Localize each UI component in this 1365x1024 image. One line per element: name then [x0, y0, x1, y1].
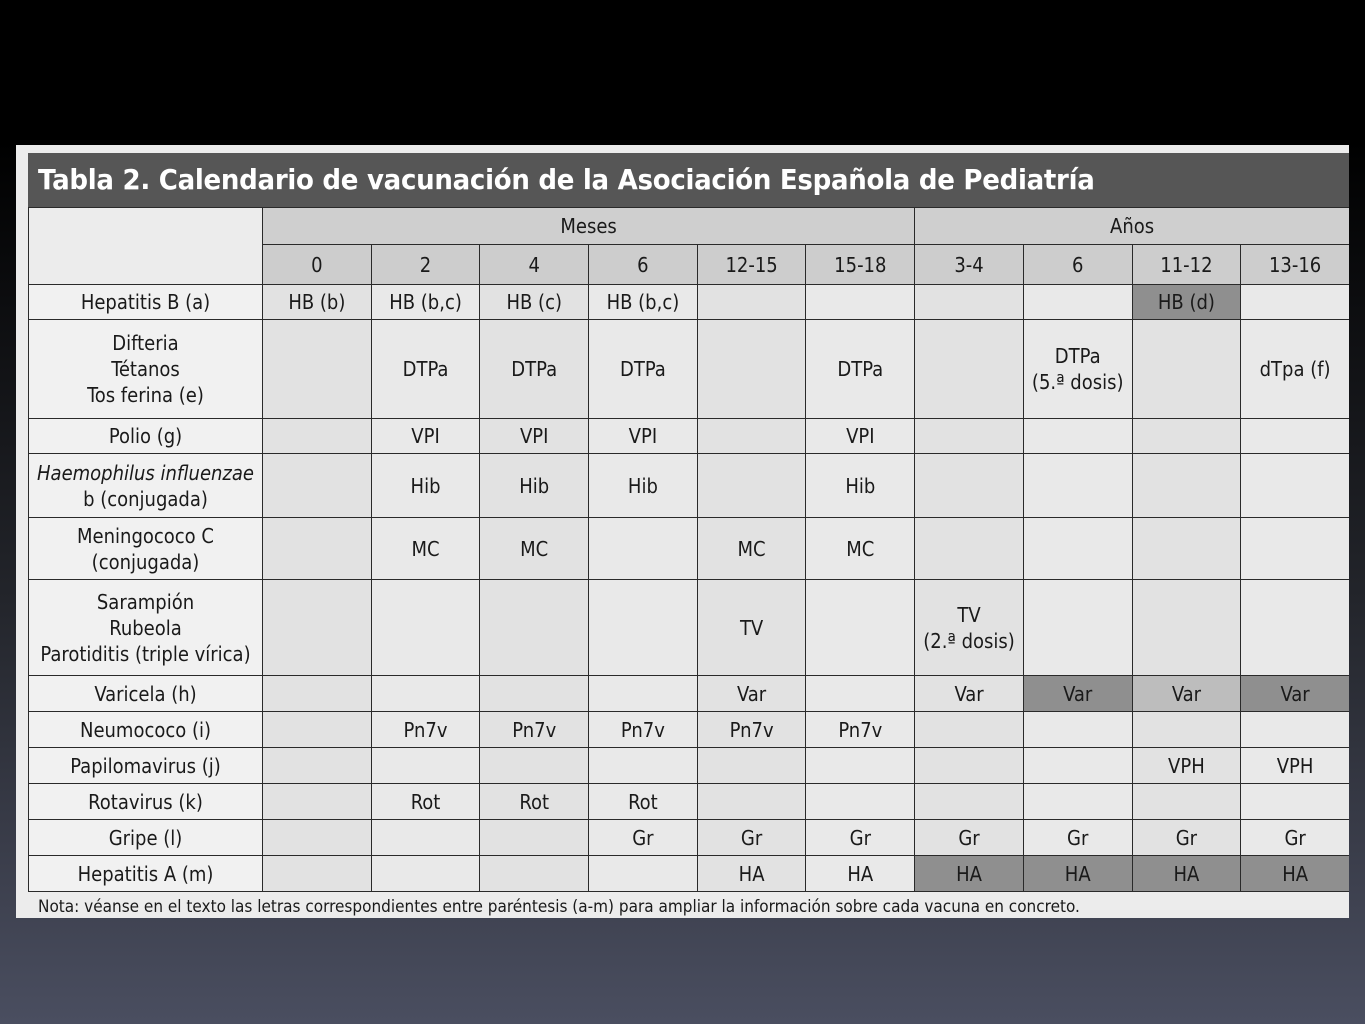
- schedule-cell: [1023, 748, 1132, 784]
- schedule-cell: [806, 748, 915, 784]
- schedule-cell: Pn7v: [806, 712, 915, 748]
- schedule-cell: Rot: [589, 784, 698, 820]
- schedule-cell: [480, 856, 589, 892]
- schedule-cell: TV (2.ª dosis): [915, 580, 1024, 676]
- schedule-cell: DTPa (5.ª dosis): [1023, 320, 1132, 419]
- vaccine-label: [29, 454, 263, 518]
- schedule-cell: VPI: [589, 419, 698, 454]
- schedule-cell: [1132, 784, 1241, 820]
- schedule-cell: [371, 676, 480, 712]
- schedule-cell: Gr: [697, 820, 806, 856]
- table-row: [29, 419, 1350, 454]
- schedule-cell: Var: [915, 676, 1024, 712]
- table-row: [29, 518, 1350, 580]
- schedule-cell: [589, 518, 698, 580]
- schedule-cell: [1023, 518, 1132, 580]
- vaccine-label: [29, 856, 263, 892]
- schedule-cell: [589, 580, 698, 676]
- vaccine-label: [29, 419, 263, 454]
- schedule-cell: [806, 580, 915, 676]
- vaccine-label-line: Sarampión: [96, 589, 195, 614]
- schedule-cell: [1132, 419, 1241, 454]
- vaccine-label: [29, 784, 263, 820]
- vaccine-label: [29, 748, 263, 784]
- schedule-cell: TV: [697, 580, 806, 676]
- table-row: [29, 454, 1350, 518]
- schedule-cell: [480, 820, 589, 856]
- schedule-cell: [263, 784, 372, 820]
- vaccine-label: [29, 676, 263, 712]
- vaccine-label-line: Tos ferina (e): [87, 383, 204, 407]
- schedule-cell: HA: [1023, 856, 1132, 892]
- vaccine-label: [29, 320, 263, 419]
- schedule-cell: [697, 784, 806, 820]
- schedule-cell: [915, 320, 1024, 419]
- vaccine-label-line: Rotavirus (k): [88, 789, 203, 814]
- schedule-cell: [1241, 712, 1349, 748]
- schedule-cell: [371, 580, 480, 676]
- schedule-cell: [806, 784, 915, 820]
- schedule-cell: [263, 419, 372, 454]
- vaccine-label: [29, 580, 263, 676]
- schedule-cell: Var: [1241, 676, 1349, 712]
- age-header: 0: [263, 245, 372, 285]
- vaccine-label: [29, 285, 263, 320]
- schedule-cell: MC: [806, 518, 915, 580]
- vaccine-label-line: (conjugada): [91, 549, 200, 574]
- schedule-cell: [1023, 712, 1132, 748]
- vaccine-label-line: Rubeola: [109, 615, 182, 640]
- vaccine-label-line: Polio (g): [108, 424, 183, 448]
- schedule-cell: Var: [697, 676, 806, 712]
- schedule-cell: [263, 712, 372, 748]
- schedule-cell: [915, 748, 1024, 784]
- schedule-cell: [915, 285, 1024, 320]
- schedule-cell: Gr: [1132, 820, 1241, 856]
- schedule-cell: [263, 748, 372, 784]
- schedule-cell: [1241, 580, 1349, 676]
- schedule-cell: [589, 856, 698, 892]
- schedule-cell: [806, 285, 915, 320]
- schedule-cell: Pn7v: [480, 712, 589, 748]
- table-title: Tabla 2. Calendario de vacunación de la Asociación Española de Pediatría: [28, 153, 1349, 207]
- schedule-cell: Rot: [371, 784, 480, 820]
- schedule-cell: [697, 285, 806, 320]
- schedule-cell: Gr: [915, 820, 1024, 856]
- schedule-cell: Hib: [371, 454, 480, 518]
- schedule-cell: Pn7v: [371, 712, 480, 748]
- schedule-cell: [697, 748, 806, 784]
- vaccine-label-line: Difteria: [112, 331, 179, 355]
- schedule-cell: VPI: [371, 419, 480, 454]
- table-row: [29, 580, 1350, 676]
- schedule-cell: [263, 580, 372, 676]
- schedule-cell: MC: [371, 518, 480, 580]
- schedule-cell: VPH: [1241, 748, 1349, 784]
- schedule-cell: MC: [697, 518, 806, 580]
- vaccine-label: [29, 820, 263, 856]
- schedule-cell: HA: [697, 856, 806, 892]
- table-row: [29, 285, 1350, 320]
- schedule-cell: [915, 454, 1024, 518]
- age-header: 15-18: [806, 245, 915, 285]
- schedule-cell: Hib: [806, 454, 915, 518]
- schedule-cell: [263, 676, 372, 712]
- schedule-cell: HA: [915, 856, 1024, 892]
- age-header: 13-16: [1241, 245, 1349, 285]
- schedule-cell: [1132, 580, 1241, 676]
- table-row: [29, 784, 1350, 820]
- schedule-cell: Gr: [1241, 820, 1349, 856]
- age-header: 12-15: [697, 245, 806, 285]
- schedule-cell: HA: [806, 856, 915, 892]
- vaccine-label-line: Meningococo C: [77, 523, 214, 548]
- schedule-cell: Var: [1023, 676, 1132, 712]
- schedule-cell: HB (b): [263, 285, 372, 320]
- header-corner: [29, 208, 263, 285]
- schedule-cell: [915, 784, 1024, 820]
- vaccine-label-line: Parotiditis (triple vírica): [40, 641, 251, 666]
- schedule-cell: Gr: [589, 820, 698, 856]
- schedule-cell: [1241, 285, 1349, 320]
- schedule-cell: [589, 676, 698, 712]
- schedule-cell: Rot: [480, 784, 589, 820]
- schedule-cell: [1023, 454, 1132, 518]
- schedule-cell: HB (c): [480, 285, 589, 320]
- schedule-cell: [480, 676, 589, 712]
- table-row: [29, 320, 1350, 419]
- schedule-cell: [915, 419, 1024, 454]
- schedule-cell: [697, 454, 806, 518]
- schedule-cell: [480, 580, 589, 676]
- schedule-cell: MC: [480, 518, 589, 580]
- schedule-cell: [1023, 580, 1132, 676]
- schedule-cell: [1132, 712, 1241, 748]
- schedule-cell: dTpa (f): [1241, 320, 1349, 419]
- table-note: Nota: véanse en el texto las letras correspondientes entre paréntesis (a-m) para ampliar la información sobre cada vacuna en concreto.: [38, 897, 1080, 917]
- schedule-cell: [1023, 285, 1132, 320]
- table-row: [29, 712, 1350, 748]
- schedule-cell: [697, 419, 806, 454]
- schedule-cell: Pn7v: [697, 712, 806, 748]
- schedule-cell: Pn7v: [589, 712, 698, 748]
- vaccine-label-line: Neumococo (i): [79, 717, 212, 742]
- schedule-cell: [480, 748, 589, 784]
- schedule-cell: [1132, 320, 1241, 419]
- age-header: 3-4: [915, 245, 1024, 285]
- schedule-cell: VPI: [806, 419, 915, 454]
- schedule-cell: Gr: [1023, 820, 1132, 856]
- schedule-cell: [263, 856, 372, 892]
- age-header: 11-12: [1132, 245, 1241, 285]
- schedule-cell: [1241, 784, 1349, 820]
- schedule-cell: DTPa: [589, 320, 698, 419]
- schedule-cell: [263, 518, 372, 580]
- vaccination-table: [28, 207, 1349, 892]
- schedule-cell: DTPa: [371, 320, 480, 419]
- group-header-months: Meses: [263, 208, 915, 245]
- schedule-cell: DTPa: [806, 320, 915, 419]
- schedule-cell: [1241, 454, 1349, 518]
- schedule-cell: Gr: [806, 820, 915, 856]
- age-header: 4: [480, 245, 589, 285]
- schedule-cell: HB (b,c): [589, 285, 698, 320]
- schedule-cell: [915, 712, 1024, 748]
- schedule-cell: [915, 518, 1024, 580]
- document-page: [16, 145, 1349, 918]
- table-row: [29, 676, 1350, 712]
- schedule-cell: HA: [1241, 856, 1349, 892]
- vaccine-label-line: Gripe (l): [108, 825, 183, 850]
- vaccine-label: [29, 518, 263, 580]
- schedule-cell: [263, 454, 372, 518]
- schedule-cell: VPI: [480, 419, 589, 454]
- vaccine-label-line: Haemophilus influenzae: [37, 460, 254, 485]
- vaccine-label-line: Hepatitis A (m): [77, 861, 214, 886]
- vaccine-label-line: Tétanos: [111, 357, 180, 381]
- vaccine-label-line: Papilomavirus (j): [70, 753, 221, 778]
- vaccine-label-line: Varicela (h): [94, 681, 197, 706]
- schedule-cell: [263, 320, 372, 419]
- group-header-years: Años: [915, 208, 1349, 245]
- table-row: [29, 820, 1350, 856]
- schedule-cell: [371, 856, 480, 892]
- schedule-cell: [697, 320, 806, 419]
- table-row: [29, 856, 1350, 892]
- age-header: 6: [1023, 245, 1132, 285]
- schedule-cell: [1241, 518, 1349, 580]
- schedule-cell: [1023, 419, 1132, 454]
- schedule-cell: Var: [1132, 676, 1241, 712]
- age-header: 6: [589, 245, 698, 285]
- schedule-cell: [371, 748, 480, 784]
- vaccine-label-line: Hepatitis B (a): [80, 290, 211, 314]
- age-header: 2: [371, 245, 480, 285]
- schedule-cell: [263, 820, 372, 856]
- schedule-cell: Hib: [589, 454, 698, 518]
- schedule-cell: [1023, 784, 1132, 820]
- schedule-cell: [1132, 454, 1241, 518]
- schedule-cell: [806, 676, 915, 712]
- schedule-cell: VPH: [1132, 748, 1241, 784]
- schedule-cell: HB (b,c): [371, 285, 480, 320]
- schedule-cell: HA: [1132, 856, 1241, 892]
- schedule-cell: [1132, 518, 1241, 580]
- schedule-cell: DTPa: [480, 320, 589, 419]
- schedule-cell: [371, 820, 480, 856]
- schedule-cell: [589, 748, 698, 784]
- schedule-cell: HB (d): [1132, 285, 1241, 320]
- vaccine-label: [29, 712, 263, 748]
- schedule-cell: Hib: [480, 454, 589, 518]
- table-row: [29, 748, 1350, 784]
- schedule-cell: [1241, 419, 1349, 454]
- vaccine-label-line: b (conjugada): [83, 486, 208, 511]
